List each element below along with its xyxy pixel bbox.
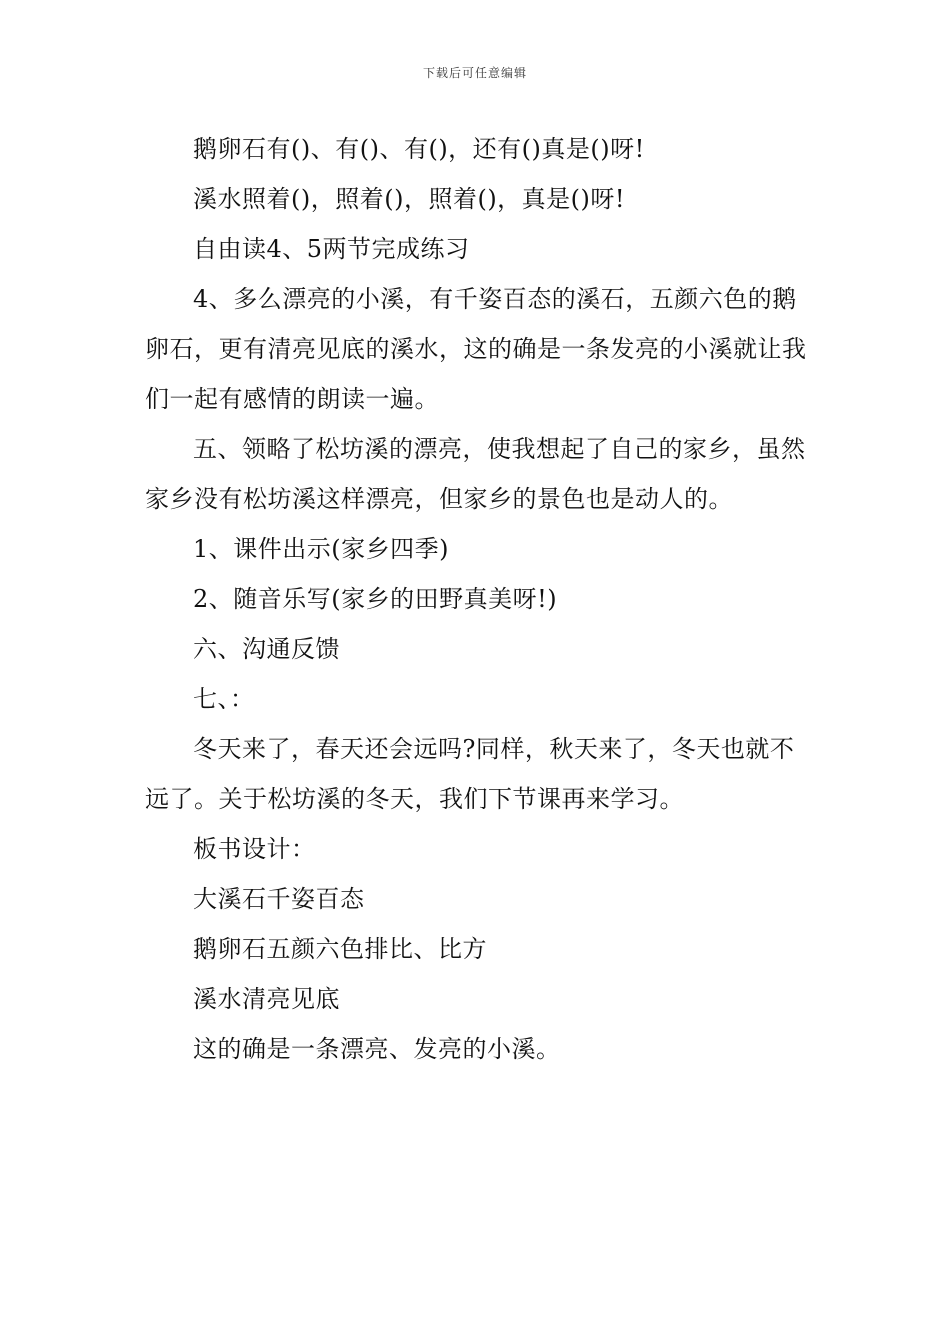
paragraph-section-5: 五、领略了松坊溪的漂亮，使我想起了自己的家乡，虽然家乡没有松坊溪这样漂亮，但家乡的景色也是动人的。: [145, 435, 806, 513]
paragraph-board-design-heading: 板书设计：: [193, 835, 316, 863]
paragraph-fill-blank-pebbles: 鹅卵石有()、有()、有()，还有()真是()呀!: [193, 135, 645, 163]
paragraph-step-4: 4、多么漂亮的小溪，有千姿百态的溪石，五颜六色的鹅卵石，更有清亮见底的溪水，这的确是一条发亮的小溪就让我们一起有感情的朗读一遍。: [145, 285, 807, 413]
paragraph-section-6: 六、沟通反馈: [193, 635, 340, 663]
page-header: 下载后可任意编辑: [422, 66, 527, 80]
paragraph-winter: 冬天来了，春天还会远吗?同样，秋天来了，冬天也就不远了。关于松坊溪的冬天，我们下节课再来学习。: [145, 735, 795, 813]
paragraph-board-line-4: 这的确是一条漂亮、发亮的小溪。: [193, 1035, 561, 1063]
paragraph-item-1: 1、课件出示(家乡四季): [193, 535, 449, 563]
paragraph-item-2: 2、随音乐写(家乡的田野真美呀!): [193, 585, 558, 613]
paragraph-board-line-1: 大溪石千姿百态: [193, 885, 365, 913]
paragraph-free-reading: 自由读4、5两节完成练习: [193, 235, 470, 263]
paragraph-board-line-2: 鹅卵石五颜六色排比、比方: [193, 935, 487, 963]
document-body: [145, 124, 807, 1074]
paragraph-fill-blank-water: 溪水照着()，照着()，照着()，真是()呀!: [193, 185, 626, 213]
paragraph-section-7: 七、：: [193, 685, 255, 713]
paragraph-board-line-3: 溪水清亮见底: [193, 985, 340, 1013]
